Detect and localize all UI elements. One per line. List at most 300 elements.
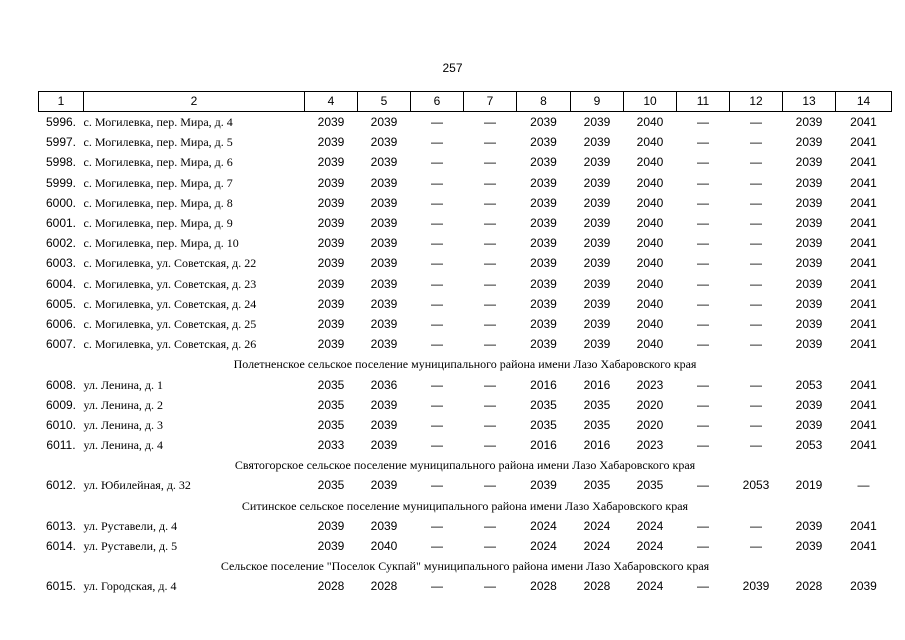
year-cell-col-4: 2039 (317, 296, 345, 311)
year-cell-col-7: — (484, 539, 496, 554)
year-cell-col-7: — (484, 579, 496, 594)
year-cell-col-14: 2041 (850, 518, 877, 533)
row-number: 6009. (45, 397, 77, 412)
year-cell-col-12: — (750, 518, 762, 533)
year-cell-col-13: 2039 (795, 296, 823, 311)
column-header-5: 5 (358, 92, 411, 112)
row-number: 6010. (45, 417, 77, 432)
year-cell-col-5: 2036 (370, 377, 398, 392)
section-title: Ситинское сельское поселение муниципального района имени Лазо Хабаровского края (241, 498, 689, 513)
address-cell: ул. Юбилейная, д. 32 (83, 478, 191, 493)
year-cell-col-12: — (750, 155, 762, 170)
address-cell: с. Могилевка, пер. Мира, д. 5 (83, 135, 233, 150)
address-cell: с. Могилевка, пер. Мира, д. 10 (83, 236, 239, 251)
year-cell-col-8: 2039 (530, 175, 557, 190)
year-cell-col-6: — (431, 539, 443, 554)
year-cell-col-5: 2039 (370, 316, 398, 331)
year-cell-col-13: 2039 (795, 539, 823, 554)
year-cell-col-5: 2039 (370, 256, 398, 271)
address-cell: ул. Городская, д. 4 (83, 579, 177, 594)
address-cell: ул. Ленина, д. 1 (83, 377, 164, 392)
year-cell-col-11: — (697, 579, 709, 594)
year-cell-col-11: — (697, 478, 709, 493)
year-cell-col-9: 2039 (583, 236, 611, 251)
section-title: Сельское поселение "Поселок Сукпай" муниципального района имени Лазо Хабаровского края (220, 559, 710, 574)
year-cell-col-7: — (484, 518, 496, 533)
year-cell-col-10: 2024 (636, 518, 664, 533)
year-cell-col-9: 2016 (583, 377, 611, 392)
year-cell-col-12: — (750, 276, 762, 291)
row-number: 6007. (45, 337, 77, 352)
column-header-2: 2 (84, 92, 305, 112)
year-cell-col-6: — (431, 195, 443, 210)
year-cell-col-5: 2039 (370, 518, 398, 533)
year-cell-col-13: 2039 (795, 115, 823, 130)
year-cell-col-4: 2035 (317, 478, 345, 493)
year-cell-col-9: 2039 (583, 115, 611, 130)
table-row (39, 132, 892, 152)
year-cell-col-8: 2016 (530, 438, 557, 453)
year-cell-col-10: 2023 (636, 438, 664, 453)
address-cell: с. Могилевка, ул. Советская, д. 23 (83, 276, 257, 291)
section-header-row (39, 455, 892, 475)
year-cell-col-9: 2039 (583, 276, 611, 291)
year-cell-col-5: 2039 (370, 397, 398, 412)
year-cell-col-7: — (484, 195, 496, 210)
address-cell: ул. Руставели, д. 5 (83, 539, 178, 554)
year-cell-col-9: 2039 (583, 135, 611, 150)
address-cell: с. Могилевка, пер. Мира, д. 9 (83, 216, 233, 231)
year-cell-col-8: 2039 (530, 276, 557, 291)
year-cell-col-13: 2019 (795, 478, 823, 493)
year-cell-col-5: 2039 (370, 195, 398, 210)
year-cell-col-9: 2028 (583, 579, 611, 594)
address-cell: с. Могилевка, ул. Советская, д. 22 (83, 256, 257, 271)
year-cell-col-9: 2039 (583, 296, 611, 311)
column-header-9: 9 (571, 92, 624, 112)
address-cell: с. Могилевка, пер. Мира, д. 6 (83, 155, 233, 170)
year-cell-col-9: 2024 (583, 539, 611, 554)
year-cell-col-6: — (431, 256, 443, 271)
year-cell-col-7: — (484, 155, 496, 170)
year-cell-col-12: — (750, 296, 762, 311)
year-cell-col-12: — (750, 236, 762, 251)
year-cell-col-5: 2039 (370, 296, 398, 311)
year-cell-col-11: — (697, 377, 709, 392)
year-cell-col-8: 2039 (530, 155, 557, 170)
year-cell-col-11: — (697, 276, 709, 291)
table-row (39, 475, 892, 495)
year-cell-col-5: 2039 (370, 115, 398, 130)
year-cell-col-6: — (431, 236, 443, 251)
year-cell-col-12: — (750, 539, 762, 554)
year-cell-col-12: — (750, 256, 762, 271)
year-cell-col-14: 2041 (850, 539, 877, 554)
year-cell-col-7: — (484, 216, 496, 231)
year-cell-col-6: — (431, 135, 443, 150)
year-cell-col-10: 2040 (636, 175, 664, 190)
year-cell-col-8: 2039 (530, 115, 557, 130)
table-row (39, 395, 892, 415)
year-cell-col-6: — (431, 276, 443, 291)
year-cell-col-6: — (431, 155, 443, 170)
year-cell-col-4: 2035 (317, 397, 345, 412)
year-cell-col-14: 2039 (850, 579, 877, 594)
year-cell-col-7: — (484, 296, 496, 311)
section-title: Святогорское сельское поселение муниципального района имени Лазо Хабаровского края (234, 458, 696, 473)
row-number: 5998. (45, 155, 77, 170)
year-cell-col-13: 2039 (795, 135, 823, 150)
year-cell-col-9: 2016 (583, 438, 611, 453)
table-body (39, 112, 892, 597)
year-cell-col-13: 2039 (795, 195, 823, 210)
year-cell-col-12: — (750, 337, 762, 352)
year-cell-col-8: 2039 (530, 316, 557, 331)
year-cell-col-5: 2039 (370, 438, 398, 453)
year-cell-col-11: — (697, 155, 709, 170)
year-cell-col-13: 2039 (795, 316, 823, 331)
table-row (39, 516, 892, 536)
year-cell-col-11: — (697, 518, 709, 533)
year-cell-col-4: 2039 (317, 216, 345, 231)
year-cell-col-4: 2039 (317, 236, 345, 251)
year-cell-col-4: 2039 (317, 539, 345, 554)
address-cell: с. Могилевка, ул. Советская, д. 24 (83, 296, 257, 311)
page-number: 257 (442, 61, 463, 75)
year-cell-col-4: 2039 (317, 155, 345, 170)
section-header-row (39, 496, 892, 516)
year-cell-col-5: 2039 (370, 337, 398, 352)
year-cell-col-10: 2024 (636, 579, 664, 594)
year-cell-col-10: 2040 (636, 337, 664, 352)
year-cell-col-8: 2024 (530, 539, 557, 554)
address-cell: ул. Ленина, д. 3 (83, 417, 164, 432)
year-cell-col-11: — (697, 337, 709, 352)
year-cell-col-12: — (750, 417, 762, 432)
year-cell-col-12: — (750, 438, 762, 453)
year-cell-col-4: 2039 (317, 518, 345, 533)
year-cell-col-5: 2039 (370, 276, 398, 291)
year-cell-col-8: 2035 (530, 397, 557, 412)
year-cell-col-8: 2039 (530, 337, 557, 352)
table-row (39, 253, 892, 273)
year-cell-col-10: 2040 (636, 135, 664, 150)
year-cell-col-6: — (431, 316, 443, 331)
year-cell-col-7: — (484, 115, 496, 130)
column-header-6: 6 (411, 92, 464, 112)
year-cell-col-13: 2039 (795, 216, 823, 231)
year-cell-col-11: — (697, 236, 709, 251)
year-cell-col-4: 2035 (317, 377, 345, 392)
year-cell-col-7: — (484, 276, 496, 291)
table-row (39, 233, 892, 253)
year-cell-col-13: 2039 (795, 175, 823, 190)
year-cell-col-13: 2039 (795, 236, 823, 251)
column-header-8: 8 (517, 92, 571, 112)
year-cell-col-5: 2039 (370, 175, 398, 190)
year-cell-col-6: — (431, 478, 443, 493)
year-cell-col-9: 2035 (583, 478, 611, 493)
table-row (39, 274, 892, 294)
year-cell-col-10: 2040 (636, 195, 664, 210)
year-cell-col-4: 2039 (317, 337, 345, 352)
year-cell-col-6: — (431, 337, 443, 352)
year-cell-col-10: 2023 (636, 377, 664, 392)
year-cell-col-8: 2039 (530, 135, 557, 150)
table-row (39, 576, 892, 596)
column-header-1: 1 (39, 92, 84, 112)
row-number: 6014. (45, 539, 77, 554)
year-cell-col-4: 2039 (317, 316, 345, 331)
year-cell-col-4: 2039 (317, 175, 345, 190)
year-cell-col-7: — (484, 438, 496, 453)
row-number: 6004. (45, 276, 77, 291)
year-cell-col-13: 2039 (795, 276, 823, 291)
row-number: 6013. (45, 518, 77, 533)
column-header-11: 11 (677, 92, 730, 112)
year-cell-col-5: 2040 (370, 539, 398, 554)
row-number: 6012. (45, 478, 77, 493)
year-cell-col-13: 2039 (795, 417, 823, 432)
year-cell-col-14: 2041 (850, 155, 877, 170)
year-cell-col-14: 2041 (850, 216, 877, 231)
year-cell-col-7: — (484, 135, 496, 150)
row-number: 6011. (46, 438, 76, 453)
year-cell-col-14: 2041 (850, 135, 877, 150)
year-cell-col-6: — (431, 377, 443, 392)
year-cell-col-10: 2020 (636, 397, 664, 412)
column-header-7: 7 (464, 92, 517, 112)
year-cell-col-7: — (484, 397, 496, 412)
column-header-14: 14 (836, 92, 892, 112)
year-cell-col-9: 2039 (583, 256, 611, 271)
year-cell-col-5: 2039 (370, 478, 398, 493)
address-cell: ул. Ленина, д. 2 (83, 397, 164, 412)
column-header-13: 13 (783, 92, 836, 112)
year-cell-col-12: — (750, 377, 762, 392)
table-row (39, 294, 892, 314)
year-cell-col-9: 2039 (583, 316, 611, 331)
row-number: 5997. (45, 135, 77, 150)
year-cell-col-13: 2053 (795, 377, 823, 392)
year-cell-col-11: — (697, 417, 709, 432)
year-cell-col-6: — (431, 518, 443, 533)
year-cell-col-8: 2039 (530, 478, 557, 493)
year-cell-col-11: — (697, 296, 709, 311)
address-cell: с. Могилевка, пер. Мира, д. 4 (83, 115, 233, 130)
year-cell-col-14: 2041 (850, 377, 877, 392)
year-cell-col-8: 2028 (530, 579, 557, 594)
row-number: 5996. (45, 115, 77, 130)
year-cell-col-10: 2040 (636, 155, 664, 170)
year-cell-col-14: 2041 (850, 195, 877, 210)
year-cell-col-6: — (431, 397, 443, 412)
table-row (39, 374, 892, 394)
year-cell-col-7: — (484, 256, 496, 271)
address-cell: с. Могилевка, пер. Мира, д. 7 (83, 175, 233, 190)
year-cell-col-14: 2041 (850, 296, 877, 311)
column-header-10: 10 (624, 92, 677, 112)
table-row (39, 112, 892, 133)
address-cell: с. Могилевка, пер. Мира, д. 8 (83, 195, 233, 210)
year-cell-col-9: 2039 (583, 195, 611, 210)
table-row (39, 415, 892, 435)
year-cell-col-12: — (750, 135, 762, 150)
year-cell-col-5: 2039 (370, 155, 398, 170)
year-cell-col-9: 2039 (583, 337, 611, 352)
year-cell-col-8: 2039 (530, 256, 557, 271)
housing-register-table (38, 91, 892, 597)
year-cell-col-4: 2028 (317, 579, 345, 594)
row-number: 6003. (45, 256, 77, 271)
year-cell-col-12: 2053 (742, 478, 770, 493)
year-cell-col-8: 2039 (530, 236, 557, 251)
year-cell-col-9: 2039 (583, 216, 611, 231)
year-cell-col-14: 2041 (850, 276, 877, 291)
year-cell-col-8: 2016 (530, 377, 557, 392)
year-cell-col-6: — (431, 579, 443, 594)
year-cell-col-13: 2039 (795, 256, 823, 271)
column-header-4: 4 (305, 92, 358, 112)
year-cell-col-13: 2039 (795, 337, 823, 352)
year-cell-col-10: 2040 (636, 316, 664, 331)
year-cell-col-14: 2041 (850, 417, 877, 432)
address-cell: с. Могилевка, ул. Советская, д. 25 (83, 316, 257, 331)
year-cell-col-9: 2035 (583, 397, 611, 412)
table-row (39, 536, 892, 556)
row-number: 6006. (45, 316, 77, 331)
year-cell-col-11: — (697, 135, 709, 150)
table-row (39, 314, 892, 334)
table-row (39, 173, 892, 193)
row-number: 6001. (45, 216, 77, 231)
year-cell-col-12: — (750, 216, 762, 231)
year-cell-col-9: 2039 (583, 155, 611, 170)
year-cell-col-6: — (431, 115, 443, 130)
year-cell-col-5: 2039 (370, 135, 398, 150)
year-cell-col-11: — (697, 216, 709, 231)
year-cell-col-12: 2039 (742, 579, 770, 594)
year-cell-col-11: — (697, 175, 709, 190)
year-cell-col-10: 2020 (636, 417, 664, 432)
year-cell-col-14: 2041 (850, 115, 877, 130)
year-cell-col-10: 2040 (636, 256, 664, 271)
year-cell-col-13: 2039 (795, 397, 823, 412)
address-cell: с. Могилевка, ул. Советская, д. 26 (83, 337, 257, 352)
row-number: 6002. (45, 236, 77, 251)
column-header-12: 12 (730, 92, 783, 112)
address-cell: ул. Ленина, д. 4 (83, 438, 164, 453)
year-cell-col-4: 2039 (317, 195, 345, 210)
section-header-row (39, 354, 892, 374)
year-cell-col-5: 2039 (370, 236, 398, 251)
year-cell-col-5: 2028 (370, 579, 398, 594)
year-cell-col-8: 2024 (530, 518, 557, 533)
year-cell-col-4: 2033 (317, 438, 345, 453)
year-cell-col-7: — (484, 478, 496, 493)
year-cell-col-7: — (484, 377, 496, 392)
row-number: 5999. (45, 175, 77, 190)
table-row (39, 213, 892, 233)
table-row (39, 193, 892, 213)
year-cell-col-6: — (431, 216, 443, 231)
year-cell-col-14: 2041 (850, 316, 877, 331)
year-cell-col-8: 2035 (530, 417, 557, 432)
year-cell-col-10: 2024 (636, 539, 664, 554)
year-cell-col-8: 2039 (530, 195, 557, 210)
year-cell-col-4: 2039 (317, 135, 345, 150)
table-row (39, 152, 892, 172)
year-cell-col-4: 2039 (317, 256, 345, 271)
year-cell-col-12: — (750, 397, 762, 412)
year-cell-col-14: 2041 (850, 438, 877, 453)
year-cell-col-14: 2041 (850, 175, 877, 190)
year-cell-col-11: — (697, 115, 709, 130)
year-cell-col-5: 2039 (370, 216, 398, 231)
row-number: 6005. (45, 296, 77, 311)
year-cell-col-11: — (697, 539, 709, 554)
year-cell-col-7: — (484, 417, 496, 432)
year-cell-col-9: 2035 (583, 417, 611, 432)
year-cell-col-13: 2039 (795, 155, 823, 170)
year-cell-col-7: — (484, 236, 496, 251)
year-cell-col-9: 2039 (583, 175, 611, 190)
row-number: 6000. (45, 195, 77, 210)
year-cell-col-5: 2039 (370, 417, 398, 432)
year-cell-col-11: — (697, 438, 709, 453)
table-row (39, 334, 892, 354)
year-cell-col-14: 2041 (850, 256, 877, 271)
year-cell-col-4: 2039 (317, 276, 345, 291)
year-cell-col-10: 2035 (636, 478, 664, 493)
table-row (39, 435, 892, 455)
section-title: Полетненское сельское поселение муниципального района имени Лазо Хабаровского края (233, 357, 697, 372)
year-cell-col-12: — (750, 115, 762, 130)
year-cell-col-10: 2040 (636, 216, 664, 231)
year-cell-col-7: — (484, 316, 496, 331)
year-cell-col-11: — (697, 195, 709, 210)
year-cell-col-6: — (431, 438, 443, 453)
year-cell-col-11: — (697, 256, 709, 271)
row-number: 6015. (45, 579, 77, 594)
year-cell-col-13: 2028 (795, 579, 823, 594)
year-cell-col-10: 2040 (636, 115, 664, 130)
year-cell-col-9: 2024 (583, 518, 611, 533)
year-cell-col-10: 2040 (636, 236, 664, 251)
year-cell-col-12: — (750, 175, 762, 190)
year-cell-col-6: — (431, 417, 443, 432)
year-cell-col-12: — (750, 195, 762, 210)
section-header-row (39, 556, 892, 576)
year-cell-col-4: 2035 (317, 417, 345, 432)
year-cell-col-6: — (431, 296, 443, 311)
year-cell-col-8: 2039 (530, 296, 557, 311)
year-cell-col-11: — (697, 397, 709, 412)
year-cell-col-13: 2053 (795, 438, 823, 453)
row-number: 6008. (45, 377, 77, 392)
year-cell-col-13: 2039 (795, 518, 823, 533)
year-cell-col-6: — (431, 175, 443, 190)
year-cell-col-7: — (484, 175, 496, 190)
year-cell-col-8: 2039 (530, 216, 557, 231)
year-cell-col-7: — (484, 337, 496, 352)
year-cell-col-14: 2041 (850, 397, 877, 412)
year-cell-col-14: 2041 (850, 236, 877, 251)
address-cell: ул. Руставели, д. 4 (83, 518, 178, 533)
year-cell-col-11: — (697, 316, 709, 331)
year-cell-col-12: — (750, 316, 762, 331)
year-cell-col-14: — (857, 478, 870, 493)
